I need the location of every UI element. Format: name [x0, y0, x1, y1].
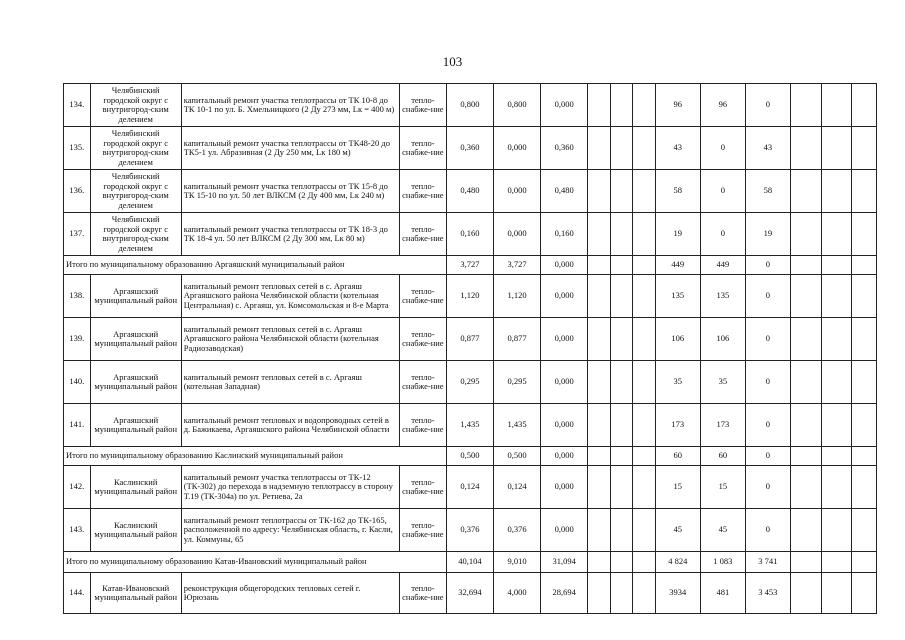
value-cell-n3: 0	[745, 84, 790, 127]
value-cell-v4	[588, 170, 611, 213]
value-cell-v4	[588, 213, 611, 256]
total-label: Итого по муниципальному образованию Аргаяшский муниципальный район	[64, 256, 447, 275]
value-cell-n1: 96	[655, 84, 700, 127]
table-row	[64, 127, 877, 170]
value-cell-v3: 28,694	[541, 573, 588, 614]
table-row	[64, 466, 877, 509]
value-cell-v5	[610, 466, 633, 509]
value-cell-n2: 481	[700, 573, 745, 614]
description-cell: капитальный ремонт участка теплотрассы от ТК48-20 до ТК5-1 ул. Абразивная (2 Ду 250 мм, Lк 180 м)	[181, 127, 399, 170]
value-cell-n3: 0	[745, 404, 790, 447]
description-cell: капитальный ремонт участка теплотрассы от ТК 15-8 до ТК 15-10 по ул. 50 лет ВЛКСМ (2 Ду 400 мм, Lк 240 м)	[181, 170, 399, 213]
value-cell-v4	[588, 318, 611, 361]
value-cell-v3: 0,000	[541, 275, 588, 318]
value-cell-e3	[852, 404, 877, 447]
value-cell-e3	[852, 170, 877, 213]
row-number: 138.	[64, 275, 91, 318]
value-cell-v6	[633, 256, 656, 275]
value-cell-n2: 1 083	[700, 552, 745, 573]
value-cell-n1: 449	[655, 256, 700, 275]
value-cell-v4	[588, 573, 611, 614]
value-cell-v5	[610, 552, 633, 573]
value-cell-n3: 0	[745, 275, 790, 318]
table-row	[64, 404, 877, 447]
value-cell-n2: 96	[700, 84, 745, 127]
value-cell-n2: 135	[700, 275, 745, 318]
value-cell-e2	[821, 213, 852, 256]
table-row	[64, 84, 877, 127]
table-row	[64, 275, 877, 318]
value-cell-n3: 19	[745, 213, 790, 256]
value-cell-e3	[852, 466, 877, 509]
value-cell-v5	[610, 84, 633, 127]
value-cell-v4	[588, 275, 611, 318]
value-cell-e1	[790, 552, 821, 573]
value-cell-n1: 19	[655, 213, 700, 256]
value-cell-e3	[852, 275, 877, 318]
value-cell-v3: 0,000	[541, 256, 588, 275]
value-cell-v1: 1,120	[446, 275, 493, 318]
value-cell-v1: 0,376	[446, 509, 493, 552]
value-cell-e2	[821, 509, 852, 552]
value-cell-e3	[852, 552, 877, 573]
table-row	[64, 573, 877, 614]
value-cell-e2	[821, 84, 852, 127]
value-cell-e3	[852, 573, 877, 614]
value-cell-n2: 0	[700, 170, 745, 213]
value-cell-e3	[852, 84, 877, 127]
value-cell-n1: 3934	[655, 573, 700, 614]
table-body	[64, 84, 877, 614]
municipality-cell: Челябинский городской округ с внутригород-ским делением	[90, 127, 181, 170]
value-cell-v3: 31,094	[541, 552, 588, 573]
row-number: 134.	[64, 84, 91, 127]
value-cell-v4	[588, 127, 611, 170]
value-cell-n3: 0	[745, 361, 790, 404]
value-cell-v3: 0,360	[541, 127, 588, 170]
value-cell-n1: 35	[655, 361, 700, 404]
value-cell-v1: 32,694	[446, 573, 493, 614]
value-cell-v5	[610, 404, 633, 447]
value-cell-e1	[790, 404, 821, 447]
value-cell-v1: 0,500	[446, 447, 493, 466]
value-cell-v2: 3,727	[494, 256, 541, 275]
value-cell-n1: 15	[655, 466, 700, 509]
value-cell-v3: 0,000	[541, 466, 588, 509]
description-cell: капитальный ремонт теплотрассы от ТК-162 до ТК-165, расположенной по адресу: Челябинская область, г. Касли, ул. Коммуны, 65	[181, 509, 399, 552]
value-cell-n1: 58	[655, 170, 700, 213]
value-cell-n3: 0	[745, 256, 790, 275]
value-cell-v4	[588, 256, 611, 275]
value-cell-v1: 0,160	[446, 213, 493, 256]
value-cell-n2: 45	[700, 509, 745, 552]
value-cell-v2: 0,124	[494, 466, 541, 509]
row-number: 135.	[64, 127, 91, 170]
value-cell-v3: 0,000	[541, 84, 588, 127]
value-cell-v3: 0,000	[541, 509, 588, 552]
value-cell-v1: 0,124	[446, 466, 493, 509]
row-number: 137.	[64, 213, 91, 256]
value-cell-e2	[821, 466, 852, 509]
total-row	[64, 447, 877, 466]
table-row	[64, 213, 877, 256]
description-cell: капитальный ремонт тепловых сетей в с. Аргаяш (котельная Западная)	[181, 361, 399, 404]
value-cell-e2	[821, 573, 852, 614]
table-row	[64, 361, 877, 404]
description-cell: реконструкция общегородских тепловых сетей г. Юрюзань	[181, 573, 399, 614]
value-cell-e1	[790, 573, 821, 614]
value-cell-v6	[633, 213, 656, 256]
value-cell-e1	[790, 256, 821, 275]
value-cell-v5	[610, 256, 633, 275]
value-cell-n1: 45	[655, 509, 700, 552]
value-cell-n1: 43	[655, 127, 700, 170]
municipality-cell: Аргаяшский муниципальный район	[90, 404, 181, 447]
value-cell-e1	[790, 84, 821, 127]
value-cell-n2: 173	[700, 404, 745, 447]
value-cell-v1: 1,435	[446, 404, 493, 447]
total-row	[64, 256, 877, 275]
description-cell: капитальный ремонт тепловых и водопроводных сетей в д. Бажикаева, Аргаяшского района Челябинской области	[181, 404, 399, 447]
value-cell-v6	[633, 170, 656, 213]
municipality-cell: Челябинский городской округ с внутригород-ским делением	[90, 84, 181, 127]
value-cell-n3: 3 453	[745, 573, 790, 614]
total-row	[64, 552, 877, 573]
page-number: 103	[442, 54, 463, 69]
value-cell-v2: 0,800	[494, 84, 541, 127]
value-cell-e1	[790, 466, 821, 509]
value-cell-v1: 0,800	[446, 84, 493, 127]
description-cell: капитальный ремонт участка теплотрассы от ТК 18-3 до ТК 18-4 ул. 50 лет ВЛКСМ (2 Ду 300 мм, Lк 80 м)	[181, 213, 399, 256]
value-cell-e1	[790, 275, 821, 318]
row-number: 142.	[64, 466, 91, 509]
value-cell-n2: 35	[700, 361, 745, 404]
total-label: Итого по муниципальному образованию Каслинский муниципальный район	[64, 447, 447, 466]
value-cell-n2: 60	[700, 447, 745, 466]
value-cell-e1	[790, 127, 821, 170]
value-cell-v4	[588, 447, 611, 466]
category-cell: тепло-снабже-ние	[399, 573, 446, 614]
value-cell-v4	[588, 509, 611, 552]
value-cell-v3: 0,000	[541, 361, 588, 404]
value-cell-e1	[790, 213, 821, 256]
value-cell-e2	[821, 170, 852, 213]
value-cell-n1: 4 824	[655, 552, 700, 573]
value-cell-v1: 0,360	[446, 127, 493, 170]
value-cell-v2: 0,500	[494, 447, 541, 466]
value-cell-n2: 106	[700, 318, 745, 361]
row-number: 136.	[64, 170, 91, 213]
value-cell-v6	[633, 404, 656, 447]
value-cell-v5	[610, 213, 633, 256]
value-cell-v4	[588, 552, 611, 573]
value-cell-v1: 0,295	[446, 361, 493, 404]
municipality-cell: Каслинский муниципальный район	[90, 509, 181, 552]
value-cell-v5	[610, 361, 633, 404]
description-cell: капитальный ремонт участка теплотрассы от ТК-12 (ТК-302) до перехода в надземную теплотрассу в сторону Т.19 (ТК-304а) по ул. Ретнева, 2а	[181, 466, 399, 509]
value-cell-v6	[633, 447, 656, 466]
category-cell: тепло-снабже-ние	[399, 213, 446, 256]
value-cell-v2: 0,376	[494, 509, 541, 552]
value-cell-e2	[821, 447, 852, 466]
value-cell-v4	[588, 466, 611, 509]
value-cell-v1: 40,104	[446, 552, 493, 573]
value-cell-v2: 0,000	[494, 170, 541, 213]
category-cell: тепло-снабже-ние	[399, 170, 446, 213]
value-cell-n2: 449	[700, 256, 745, 275]
municipality-cell: Аргаяшский муниципальный район	[90, 361, 181, 404]
value-cell-e3	[852, 447, 877, 466]
municipality-cell: Каслинский муниципальный район	[90, 466, 181, 509]
value-cell-e3	[852, 361, 877, 404]
program-table	[63, 83, 877, 614]
value-cell-e1	[790, 361, 821, 404]
value-cell-v6	[633, 318, 656, 361]
value-cell-e3	[852, 213, 877, 256]
value-cell-e1	[790, 318, 821, 361]
value-cell-e2	[821, 404, 852, 447]
value-cell-v3: 0,480	[541, 170, 588, 213]
value-cell-v5	[610, 318, 633, 361]
value-cell-v3: 0,160	[541, 213, 588, 256]
value-cell-n1: 135	[655, 275, 700, 318]
value-cell-e2	[821, 275, 852, 318]
category-cell: тепло-снабже-ние	[399, 318, 446, 361]
category-cell: тепло-снабже-ние	[399, 127, 446, 170]
table-row	[64, 509, 877, 552]
municipality-cell: Аргаяшский муниципальный район	[90, 318, 181, 361]
value-cell-e2	[821, 361, 852, 404]
description-cell: капитальный ремонт участка теплотрассы от ТК 10-8 до ТК 10-1 по ул. Б. Хмельницкого (2 Ду 273 мм, Lк = 400 м)	[181, 84, 399, 127]
value-cell-v1: 0,877	[446, 318, 493, 361]
value-cell-v5	[610, 447, 633, 466]
municipality-cell: Челябинский городской округ с внутригород-ским делением	[90, 170, 181, 213]
value-cell-e3	[852, 127, 877, 170]
value-cell-n2: 0	[700, 127, 745, 170]
category-cell: тепло-снабже-ние	[399, 404, 446, 447]
category-cell: тепло-снабже-ние	[399, 466, 446, 509]
value-cell-v6	[633, 509, 656, 552]
value-cell-n3: 0	[745, 509, 790, 552]
value-cell-v6	[633, 84, 656, 127]
value-cell-e2	[821, 318, 852, 361]
value-cell-n3: 0	[745, 447, 790, 466]
table-row	[64, 318, 877, 361]
value-cell-v2: 1,120	[494, 275, 541, 318]
row-number: 139.	[64, 318, 91, 361]
value-cell-e3	[852, 318, 877, 361]
value-cell-n3: 43	[745, 127, 790, 170]
municipality-cell: Катав-Ивановский муниципальный район	[90, 573, 181, 614]
value-cell-e2	[821, 127, 852, 170]
category-cell: тепло-снабже-ние	[399, 275, 446, 318]
value-cell-e3	[852, 256, 877, 275]
description-cell: капитальный ремонт тепловых сетей в с. Аргаяш Аргаяшского района Челябинской области (котельная Радиозаводская)	[181, 318, 399, 361]
value-cell-n3: 58	[745, 170, 790, 213]
value-cell-v5	[610, 509, 633, 552]
municipality-cell: Челябинский городской округ с внутригород-ским делением	[90, 213, 181, 256]
value-cell-v1: 0,480	[446, 170, 493, 213]
value-cell-v1: 3,727	[446, 256, 493, 275]
value-cell-v5	[610, 170, 633, 213]
municipality-cell: Аргаяшский муниципальный район	[90, 275, 181, 318]
category-cell: тепло-снабже-ние	[399, 509, 446, 552]
value-cell-v6	[633, 466, 656, 509]
value-cell-n3: 0	[745, 466, 790, 509]
value-cell-v6	[633, 573, 656, 614]
value-cell-n3: 0	[745, 318, 790, 361]
value-cell-n1: 173	[655, 404, 700, 447]
value-cell-v5	[610, 573, 633, 614]
value-cell-v3: 0,000	[541, 404, 588, 447]
value-cell-v3: 0,000	[541, 318, 588, 361]
value-cell-v6	[633, 275, 656, 318]
value-cell-v6	[633, 361, 656, 404]
row-number: 143.	[64, 509, 91, 552]
value-cell-n1: 106	[655, 318, 700, 361]
value-cell-v2: 1,435	[494, 404, 541, 447]
value-cell-v2: 0,000	[494, 127, 541, 170]
value-cell-n2: 15	[700, 466, 745, 509]
value-cell-v4	[588, 84, 611, 127]
value-cell-v4	[588, 404, 611, 447]
value-cell-v4	[588, 361, 611, 404]
value-cell-e1	[790, 170, 821, 213]
category-cell: тепло-снабже-ние	[399, 84, 446, 127]
category-cell: тепло-снабже-ние	[399, 361, 446, 404]
description-cell: капитальный ремонт тепловых сетей в с. Аргаяш Аргаяшского района Челябинской области (котельная Центральная) с. Аргаяш, ул. Комсомольская и 8-е Марта	[181, 275, 399, 318]
table-row	[64, 170, 877, 213]
value-cell-n1: 60	[655, 447, 700, 466]
value-cell-v6	[633, 127, 656, 170]
value-cell-v5	[610, 275, 633, 318]
value-cell-v3: 0,000	[541, 447, 588, 466]
total-label: Итого по муниципальному образованию Катав-Ивановский муниципальный район	[64, 552, 447, 573]
row-number: 144.	[64, 573, 91, 614]
value-cell-e2	[821, 552, 852, 573]
row-number: 141.	[64, 404, 91, 447]
value-cell-v2: 0,877	[494, 318, 541, 361]
value-cell-v2: 0,295	[494, 361, 541, 404]
value-cell-e1	[790, 447, 821, 466]
value-cell-e3	[852, 509, 877, 552]
value-cell-e1	[790, 509, 821, 552]
value-cell-v2: 9,010	[494, 552, 541, 573]
value-cell-v2: 0,000	[494, 213, 541, 256]
row-number: 140.	[64, 361, 91, 404]
value-cell-v5	[610, 127, 633, 170]
value-cell-n3: 3 741	[745, 552, 790, 573]
value-cell-v2: 4,000	[494, 573, 541, 614]
value-cell-e2	[821, 256, 852, 275]
value-cell-v6	[633, 552, 656, 573]
value-cell-n2: 0	[700, 213, 745, 256]
